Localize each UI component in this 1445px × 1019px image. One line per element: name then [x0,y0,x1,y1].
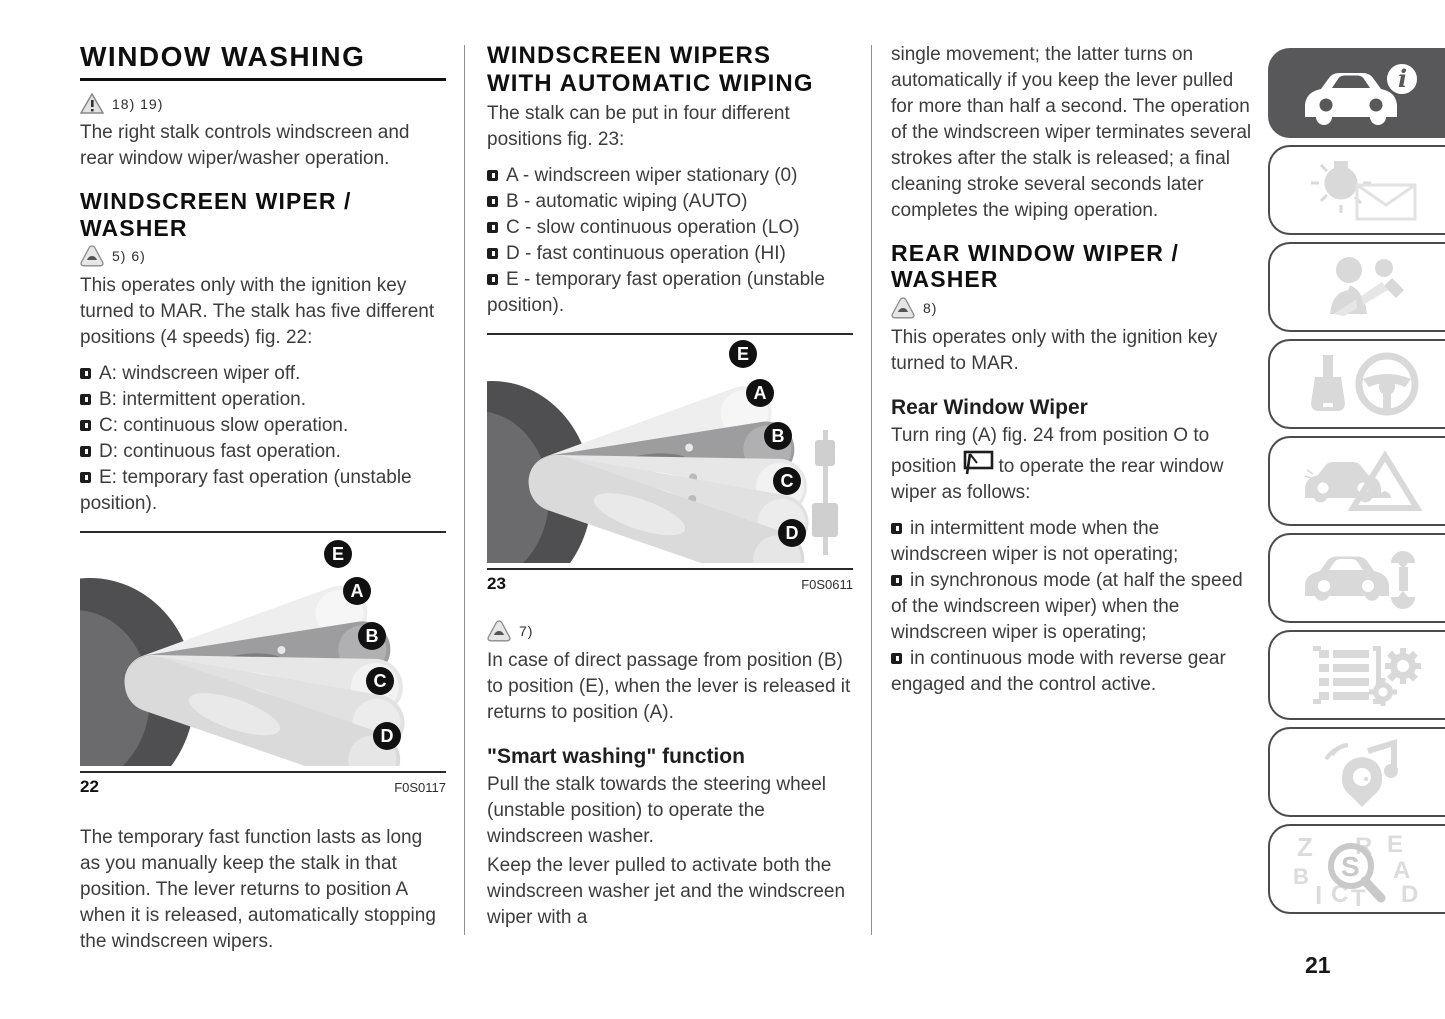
paragraph: The stalk can be put in four different positions fig. 23: [487,103,790,151]
square-bullet-icon [80,394,91,405]
car-wrench-icon [1299,545,1429,611]
square-bullet-icon [891,575,902,586]
list-item: B: intermittent operation. [80,387,446,413]
section-heading-rear-window-wiper-washer: REAR WINDOW WIPER / WASHER [891,240,1179,293]
sub-heading-rear-window-wiper: Rear Window Wiper [891,395,1088,419]
square-bullet-icon [487,222,498,233]
column-divider [464,45,465,935]
chapter-tab-sidebar [1268,48,1445,921]
paragraph: This operates only with the ignition key turned to MAR. [891,326,1218,374]
note-references: 18) 19) [112,95,164,112]
list-item: C: continuous slow operation. [80,413,446,439]
square-bullet-icon [891,653,902,664]
list-item: C - slow continuous operation (LO) [487,215,853,241]
column-rear-window-wiper [891,42,1255,698]
position-label-c: C [773,467,801,495]
rear-wiper-symbol-icon [961,449,995,476]
list-item: A: windscreen wiper off. [80,361,446,387]
paragraph: Turn ring (A) fig. 24 from position O to position to operate the rear window wiper as follows: [891,425,1224,504]
square-bullet-icon [80,368,91,379]
square-bullet-icon [891,523,902,534]
page-title: WINDOW WASHING [80,42,446,81]
paragraph: This operates only with the ignition key turned to MAR. The stalk has five different positions (4 speeds) fig. 22: [80,275,435,349]
alphabet-index-icon [1289,830,1439,908]
figure-code: F0S0117 [394,780,446,796]
caution-car-icon [487,620,511,642]
position-label-d: D [373,722,401,750]
sidebar-tab-safety[interactable] [1268,242,1445,332]
note-references: 8) [923,299,938,316]
square-bullet-icon [80,446,91,457]
warning-light-envelope-icon [1299,157,1429,223]
svg-text:E: E [1387,831,1404,858]
paragraph: Keep the lever pulled to activate both the windscreen washer jet and the windscreen wiper with a [487,855,846,929]
paragraph: In case of direct passage from position (B) to position (E), when the lever is released it returns to position (A). [487,650,851,724]
square-bullet-icon [487,170,498,181]
svg-text:C: C [1331,881,1349,908]
list-item: A - windscreen wiper stationary (0) [487,163,853,189]
svg-text:Z: Z [1297,832,1313,862]
paragraph: Pull the stalk towards the steering wheel (unstable position) to operate the windscreen washer. [487,774,827,848]
square-bullet-icon [80,420,91,431]
sidebar-tab-index[interactable] [1268,824,1445,914]
list-item: in synchronous mode (at half the speed of the windscreen wiper) when the windscreen wiper is operating; [891,570,1243,644]
figure-22-wiper-stalk [80,531,446,773]
list-item: E: temporary fast operation (unstable position). [80,467,412,515]
svg-text:R: R [1355,833,1373,860]
caution-car-icon [891,297,915,319]
sidebar-tab-servicing-and-care[interactable] [1268,533,1445,623]
sidebar-tab-dashboard-warning-lights[interactable] [1268,145,1445,235]
svg-text:S: S [1341,851,1360,882]
figure-code: F0S0611 [801,577,853,593]
position-label-e: E [729,340,757,368]
car-warning-triangle-icon [1299,448,1429,514]
figure-23-wiper-stalk-auto [487,333,853,570]
section-heading-windscreen-wiper-washer: WINDSCREEN WIPER / WASHER [80,188,352,241]
sub-heading-smart-washing: "Smart washing" function [487,745,745,769]
seatbelt-airbag-icon [1304,254,1424,320]
list-item: D: continuous fast operation. [80,439,446,465]
list-item: B - automatic wiping (AUTO) [487,189,853,215]
key-steering-wheel-icon [1299,351,1429,417]
position-label-b: B [358,622,386,650]
svg-text:T: T [1351,885,1366,908]
position-label-c: C [366,667,394,695]
figure-number: 23 [487,574,506,594]
list-item: in continuous mode with reverse gear engaged and the control active. [891,648,1226,696]
svg-text:i: i [1398,64,1408,93]
note-references: 7) [519,623,534,640]
list-item: D - fast continuous operation (HI) [487,241,853,267]
spec-sheet-gears-icon [1299,640,1429,710]
car-info-icon [1299,61,1429,125]
sidebar-tab-technical-data[interactable] [1268,630,1445,720]
column-divider [871,45,872,935]
list-item: E - temporary fast operation (unstable position). [487,269,825,317]
column-window-washing [80,42,446,965]
list-item: in intermittent mode when the windscreen wiper is not operating; [891,518,1179,566]
sidebar-tab-starting-and-driving[interactable] [1268,339,1445,429]
warning-triangle-icon [80,93,104,114]
paragraph: The temporary fast function lasts as long as you manually keep the stalk in that position. The lever returns to position A when it is released, automatically stopping the windscreen wipers. [80,827,436,953]
music-navigation-icon [1304,737,1424,807]
sidebar-tab-multimedia[interactable] [1268,727,1445,817]
paragraph: The right stalk controls windscreen and rear window wiper/washer operation. [80,122,410,170]
svg-text:I: I [1315,880,1323,908]
caution-car-icon [80,245,104,267]
square-bullet-icon [487,248,498,259]
page-number: 21 [1305,952,1331,978]
square-bullet-icon [487,274,498,285]
sidebar-tab-in-an-emergency[interactable] [1268,436,1445,526]
figure-number: 22 [80,777,99,797]
position-label-a: A [343,577,371,605]
position-label-e: E [324,540,352,568]
svg-text:D: D [1401,881,1419,908]
position-label-d: D [778,519,806,547]
position-label-a: A [746,379,774,407]
square-bullet-icon [487,196,498,207]
square-bullet-icon [80,472,91,483]
column-automatic-wiping [487,42,853,941]
note-references: 5) 6) [112,248,146,265]
position-label-b: B [764,422,792,450]
paragraph: single movement; the latter turns on automatically if you keep the lever pulled for more than half a second. The operation of the windscreen wiper terminates several strokes after the stalk is released; a final cleaning stroke several seconds later completes the wiping operation. [891,44,1252,221]
svg-text:A: A [1393,857,1411,884]
section-heading-automatic-wiping: WINDSCREEN WIPERS WITH AUTOMATIC WIPING [487,42,814,97]
sidebar-tab-car-info[interactable] [1268,48,1445,138]
svg-text:B: B [1293,864,1309,889]
